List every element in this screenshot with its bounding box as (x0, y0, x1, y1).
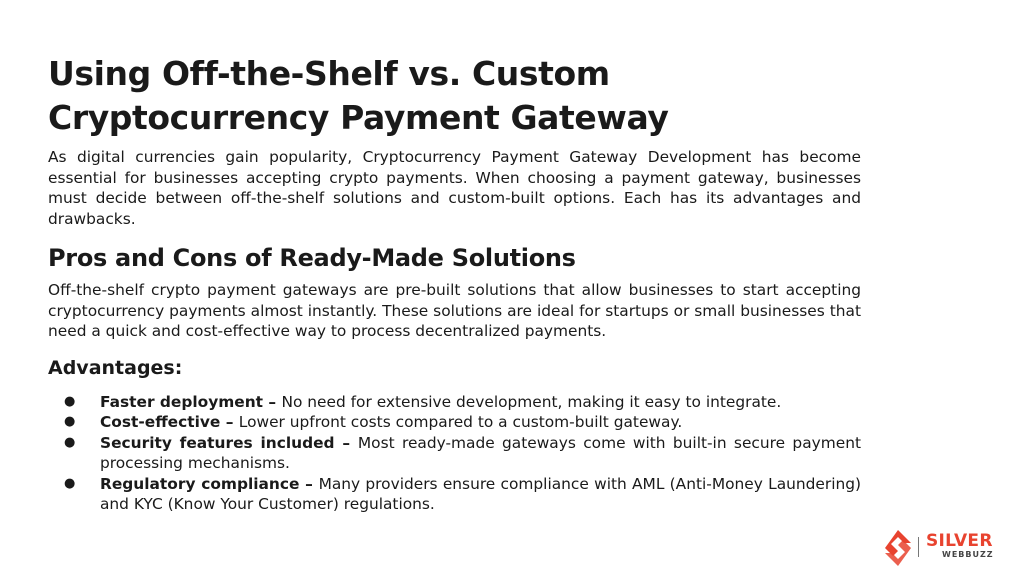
item-desc: Many providers ensure compliance with AML (Anti-Money Laundering) and KYC (Know Your Customer) regulations. (100, 474, 862, 513)
item-term: Faster deployment – (100, 392, 282, 411)
company-logo (882, 528, 1006, 568)
item-term: Security features included – (100, 433, 358, 452)
item-desc: Most ready-made gateways come with built-in secure payment processing mechanisms. (100, 433, 861, 472)
bullet-icon: ● (64, 434, 76, 450)
section-heading: Pros and Cons of Ready-Made Solutions (48, 244, 576, 272)
list-item (48, 412, 861, 433)
slide-title: Using Off-the-Shelf vs. Custom Cryptocurrency Payment Gateway (48, 54, 669, 137)
logo-text-secondary: WEBBUZZ (942, 550, 994, 559)
item-desc: No need for extensive development, making it easy to integrate. (281, 392, 782, 411)
bullet-icon: ● (64, 414, 76, 429)
logo-text-primary: SILVER (926, 531, 993, 551)
silverwebbuzz-logo-icon (882, 528, 914, 568)
slide-content (48, 52, 861, 515)
list-item (48, 474, 861, 515)
intro-paragraph: As digital currencies gain popularity, Cryptocurrency Payment Gateway Development has become essential for businesses accepting crypto payments. When choosing a payment gateway, businesses must decide between off-the-shelf solutions and custom-built options. Each has its advantages and drawbacks. (48, 148, 861, 228)
bullet-icon: ● (64, 393, 76, 409)
list-item (48, 433, 861, 474)
logo-divider (918, 537, 919, 557)
item-term: Cost-effective – (100, 413, 239, 431)
advantages-heading: Advantages: (48, 356, 183, 379)
section-paragraph: Off-the-shelf crypto payment gateways are pre-built solutions that allow businesses to start accepting cryptocurrency payments almost instantly. These solutions are ideal for startups or small businesses that need a quick and cost-effective way to process decentralized payments. (48, 281, 861, 340)
list-item (48, 392, 861, 413)
bullet-icon: ● (64, 475, 76, 491)
advantages-list (48, 392, 861, 515)
item-term: Regulatory compliance – (100, 474, 319, 493)
item-desc: Lower upfront costs compared to a custom-built gateway. (238, 413, 683, 431)
